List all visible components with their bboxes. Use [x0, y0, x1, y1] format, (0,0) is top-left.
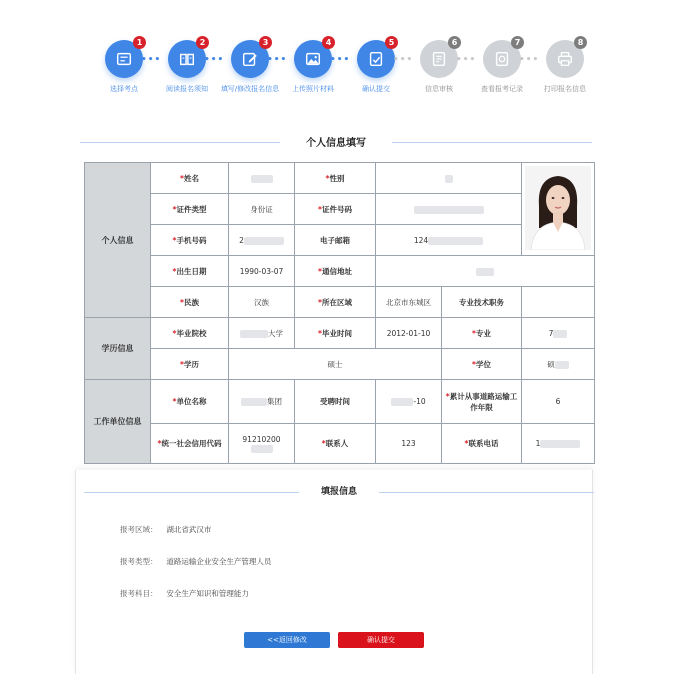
edu-value: 硕士 [229, 349, 442, 380]
record-icon [493, 50, 511, 68]
region-value: 北京市东城区 [376, 287, 442, 318]
fill-key: 报考区域： [120, 525, 158, 534]
address-value [376, 256, 595, 287]
step-6[interactable] [407, 40, 471, 94]
id-type-label: *证件类型 [151, 194, 229, 225]
step-number: 1 [133, 36, 146, 49]
list-icon [115, 50, 133, 68]
step-number: 4 [322, 36, 335, 49]
step-3[interactable] [218, 40, 282, 94]
birth-value: 1990-03-07 [229, 256, 295, 287]
ethnicity-label: *民族 [151, 287, 229, 318]
company-label: *单位名称 [151, 380, 229, 424]
fill-value: 湖北省武汉市 [166, 525, 212, 534]
step-number: 6 [448, 36, 461, 49]
group-personal: 个人信息 [85, 163, 151, 318]
contact-phone-value: 1 [522, 424, 595, 464]
fill-key: 报考类型： [120, 557, 158, 566]
photo [522, 163, 595, 256]
contact-phone-label: *联系电话 [442, 424, 522, 464]
region-label: *所在区域 [295, 287, 376, 318]
years-label: *累计从事道路运输工作年限 [442, 380, 522, 424]
submit-button[interactable]: 确认提交 [338, 632, 424, 648]
phone-value: 2 [229, 225, 295, 256]
fill-key: 报考科目： [120, 589, 158, 598]
printer-icon [556, 50, 574, 68]
group-work: 工作单位信息 [85, 380, 151, 464]
phone-label: *手机号码 [151, 225, 229, 256]
fill-section-header [84, 484, 594, 500]
info-table [84, 162, 595, 464]
id-number-label: *证件号码 [295, 194, 376, 225]
section-title: 填报信息 [320, 487, 357, 497]
avatar [525, 166, 591, 250]
step-connector: ••• [141, 55, 162, 65]
step-number: 5 [385, 36, 398, 49]
id-number-value [376, 194, 522, 225]
step-connector: ••• [330, 55, 351, 65]
step-label: 打印报名信息 [544, 85, 586, 93]
fill-value: 安全生产知识和管理能力 [166, 589, 249, 598]
step-number: 8 [574, 36, 587, 49]
step-label: 查看报考记录 [481, 85, 523, 93]
step-5[interactable] [344, 40, 408, 94]
degree-value: 硕 [522, 349, 595, 380]
fill-row-region [120, 524, 211, 535]
hire-time-label: 受聘时间 [295, 380, 376, 424]
step-7[interactable] [470, 40, 534, 94]
group-education: 学历信息 [85, 318, 151, 380]
id-type-value: 身份证 [229, 194, 295, 225]
step-connector: ••• [204, 55, 225, 65]
fill-info-panel [75, 470, 593, 674]
image-icon [304, 50, 322, 68]
step-2[interactable] [155, 40, 219, 94]
name-value [229, 163, 295, 194]
step-connector: ••• [267, 55, 288, 65]
birth-label: *出生日期 [151, 256, 229, 287]
company-value: 集团 [229, 380, 295, 424]
personal-section-header [80, 134, 592, 150]
step-connector: ••• [456, 55, 477, 65]
fill-row-subject [120, 588, 249, 599]
contact-label: *联系人 [295, 424, 376, 464]
school-label: *毕业院校 [151, 318, 229, 349]
review-icon [430, 50, 448, 68]
major-label: *专业 [442, 318, 522, 349]
edu-label: *学历 [151, 349, 229, 380]
name-label: *姓名 [151, 163, 229, 194]
email-value: 124 [376, 225, 522, 256]
back-button[interactable]: <<返回修改 [244, 632, 330, 648]
step-connector: ••• [519, 55, 540, 65]
book-icon [178, 50, 196, 68]
step-1[interactable] [92, 40, 156, 94]
years-value: 6 [522, 380, 595, 424]
gender-label: *性别 [295, 163, 376, 194]
gender-value [376, 163, 522, 194]
degree-label: *学位 [442, 349, 522, 380]
step-label: 阅读报名须知 [166, 85, 208, 93]
address-label: *通信地址 [295, 256, 376, 287]
fill-row-type [120, 556, 271, 567]
grad-time-label: *毕业时间 [295, 318, 376, 349]
step-progress [92, 40, 592, 100]
hire-time-value: -10 [376, 380, 442, 424]
step-number: 7 [511, 36, 524, 49]
grad-time-value: 2012-01-10 [376, 318, 442, 349]
edit-icon [241, 50, 259, 68]
title-label: 专业技术职务 [442, 287, 522, 318]
credit-code-value: 91210200 [229, 424, 295, 464]
step-4[interactable] [281, 40, 345, 94]
step-8[interactable] [533, 40, 597, 94]
section-title: 个人信息填写 [306, 138, 366, 149]
title-value [522, 287, 595, 318]
step-label: 信息审核 [425, 85, 453, 93]
ethnicity-value: 汉族 [229, 287, 295, 318]
step-label: 确认提交 [362, 85, 390, 93]
fill-value: 道路运输企业安全生产管理人员 [166, 557, 272, 566]
step-label: 上传照片材料 [292, 85, 334, 93]
step-number: 3 [259, 36, 272, 49]
contact-value: 123 [376, 424, 442, 464]
check-doc-icon [367, 50, 385, 68]
school-value: 大学 [229, 318, 295, 349]
email-label: 电子邮箱 [295, 225, 376, 256]
step-connector: ••• [393, 55, 414, 65]
credit-code-label: *统一社会信用代码 [151, 424, 229, 464]
step-number: 2 [196, 36, 209, 49]
step-label: 选择考点 [110, 85, 138, 93]
major-value: 7 [522, 318, 595, 349]
step-label: 填写/修改报名信息 [220, 85, 280, 93]
info-table-container [84, 162, 596, 464]
